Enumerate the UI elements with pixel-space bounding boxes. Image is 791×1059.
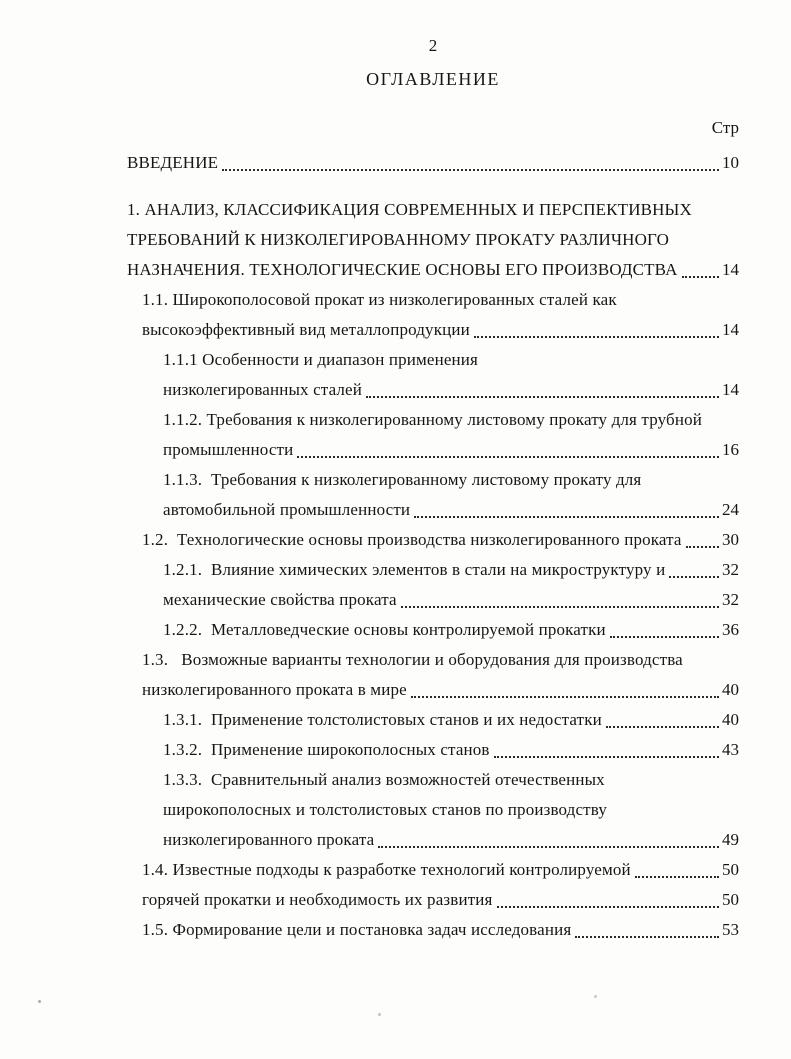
toc-line-text: 1.2. Технологические основы производства низколегированного проката: [142, 530, 682, 549]
toc-page-number: 32: [722, 590, 739, 609]
dot-leader: [411, 696, 719, 698]
toc-line-text: 1.1. Широкополосовой прокат из низколегированных сталей как: [142, 290, 617, 309]
toc-line: [127, 148, 739, 178]
toc-line: [163, 705, 739, 735]
toc-page-number: 16: [722, 440, 739, 459]
toc-page-number: 10: [722, 153, 739, 172]
toc-line-text: промышленности: [163, 440, 294, 459]
dot-leader: [494, 756, 719, 758]
toc-line-text: горячей прокатки и необходимость их развития: [142, 890, 493, 909]
toc-line: [142, 525, 739, 555]
dot-leader: [222, 169, 719, 171]
dot-leader: [635, 876, 719, 878]
dot-leader: [669, 576, 719, 578]
page-column-header: Стр: [711, 118, 739, 137]
dot-leader: [401, 606, 719, 608]
toc-entry: [127, 555, 739, 615]
toc-line: [163, 345, 739, 375]
toc-entry: [127, 855, 739, 915]
dot-leader: [575, 936, 719, 938]
toc-entry: [127, 735, 739, 765]
toc-page-number: 49: [722, 830, 739, 849]
toc-line-text: ТРЕБОВАНИЙ К НИЗКОЛЕГИРОВАННОМУ ПРОКАТУ РАЗЛИЧНОГО: [127, 230, 670, 249]
toc-line: [142, 915, 739, 945]
toc-line-text: низколегированных сталей: [163, 380, 363, 399]
dot-leader: [606, 726, 719, 728]
toc-line: [127, 195, 739, 225]
toc-line: [127, 225, 739, 255]
toc-line-text: 1.4. Известные подходы к разработке технологий контролируемой: [142, 860, 631, 879]
scan-artifact: [594, 995, 597, 998]
toc-entry: [127, 405, 739, 465]
toc-line: [163, 615, 739, 645]
toc-line: [163, 795, 739, 825]
toc-page-number: 43: [722, 740, 739, 759]
toc-line-text: 1.3.2. Применение широкополосных станов: [163, 740, 490, 759]
toc-line-text: 1.5. Формирование цели и постановка задач исследования: [142, 920, 572, 939]
toc-line-text: 1.1.2. Требования к низколегированному листовому прокату для трубной: [163, 410, 702, 429]
toc-line-text: 1.1.3. Требования к низколегированному листовому прокату для: [163, 470, 642, 489]
toc-line: [163, 735, 739, 765]
toc-page-number: 30: [722, 530, 739, 549]
page-title: ОГЛАВЛЕНИЕ: [366, 69, 500, 89]
toc-entry: [127, 465, 739, 525]
toc-line-text: НАЗНАЧЕНИЯ. ТЕХНОЛОГИЧЕСКИЕ ОСНОВЫ ЕГО ПРОИЗВОДСТВА: [127, 260, 678, 279]
toc-entry: [127, 915, 739, 945]
toc-entry: [127, 148, 739, 178]
toc-line: [142, 885, 739, 915]
toc-line: [142, 675, 739, 705]
toc-entry: [127, 765, 739, 855]
dot-leader: [497, 906, 720, 908]
toc-entry: [127, 645, 739, 705]
dot-leader: [610, 636, 719, 638]
toc-line: [163, 585, 739, 615]
toc-line-text: 1. АНАЛИЗ, КЛАССИФИКАЦИЯ СОВРЕМЕННЫХ И ПЕРСПЕКТИВНЫХ: [127, 200, 692, 219]
dot-leader: [378, 846, 719, 848]
toc-line-text: широкополосных и толстолистовых станов по производству: [163, 800, 607, 819]
toc-line-text: низколегированного проката: [163, 830, 375, 849]
dot-leader: [297, 456, 719, 458]
dot-leader: [366, 396, 719, 398]
toc-line: [142, 285, 739, 315]
toc-line: [142, 315, 739, 345]
toc-entry: [127, 285, 739, 345]
toc-entry: [127, 525, 739, 555]
toc-page-number: 14: [722, 380, 739, 399]
toc-entry: [127, 615, 739, 645]
scan-artifact: [38, 1000, 41, 1003]
toc-entry: [127, 345, 739, 405]
toc-line-text: автомобильной промышленности: [163, 500, 411, 519]
toc-line-text: 1.3.3. Сравнительный анализ возможностей отечественных: [163, 770, 605, 789]
toc-line: [163, 375, 739, 405]
toc-entry: [127, 705, 739, 735]
toc-line: [142, 645, 739, 675]
toc-line: [142, 855, 739, 885]
toc-page-number: 14: [722, 320, 739, 339]
toc-line-text: 1.1.1 Особенности и диапазон применения: [163, 350, 479, 369]
toc-page-number: 14: [722, 260, 739, 279]
toc-entry: [127, 195, 739, 285]
toc-line: [127, 255, 739, 285]
toc: [127, 148, 739, 945]
toc-page-number: 53: [722, 920, 739, 939]
toc-line: [163, 765, 739, 795]
scan-artifact: [378, 1013, 381, 1016]
toc-line: [163, 495, 739, 525]
toc-line-text: 1.3.1. Применение толстолистовых станов и их недостатки: [163, 710, 602, 729]
toc-line-text: ВВЕДЕНИЕ: [127, 153, 219, 172]
toc-line-text: 1.3. Возможные варианты технологии и оборудования для производства: [142, 650, 683, 669]
toc-line-text: низколегированного проката в мире: [142, 680, 407, 699]
toc-page-number: 50: [722, 860, 739, 879]
toc-line: [163, 555, 739, 585]
toc-line-text: 1.2.2. Металловедческие основы контролируемой прокатки: [163, 620, 606, 639]
toc-page-number: 24: [722, 500, 739, 519]
dot-leader: [686, 546, 719, 548]
toc-page-number: 50: [722, 890, 739, 909]
dot-leader: [414, 516, 719, 518]
toc-page-number: 36: [722, 620, 739, 639]
toc-page-number: 40: [722, 680, 739, 699]
toc-line-text: 1.2.1. Влияние химических элементов в стали на микроструктуру и: [163, 560, 666, 579]
toc-line: [163, 405, 739, 435]
toc-line-text: высокоэффективный вид металлопродукции: [142, 320, 470, 339]
page-number: 2: [428, 36, 438, 55]
toc-page-number: 32: [722, 560, 739, 579]
toc-line-text: механические свойства проката: [163, 590, 397, 609]
toc-page-number: 40: [722, 710, 739, 729]
dot-leader: [682, 276, 719, 278]
dot-leader: [474, 336, 719, 338]
toc-line: [163, 435, 739, 465]
toc-line: [163, 465, 739, 495]
toc-line: [163, 825, 739, 855]
